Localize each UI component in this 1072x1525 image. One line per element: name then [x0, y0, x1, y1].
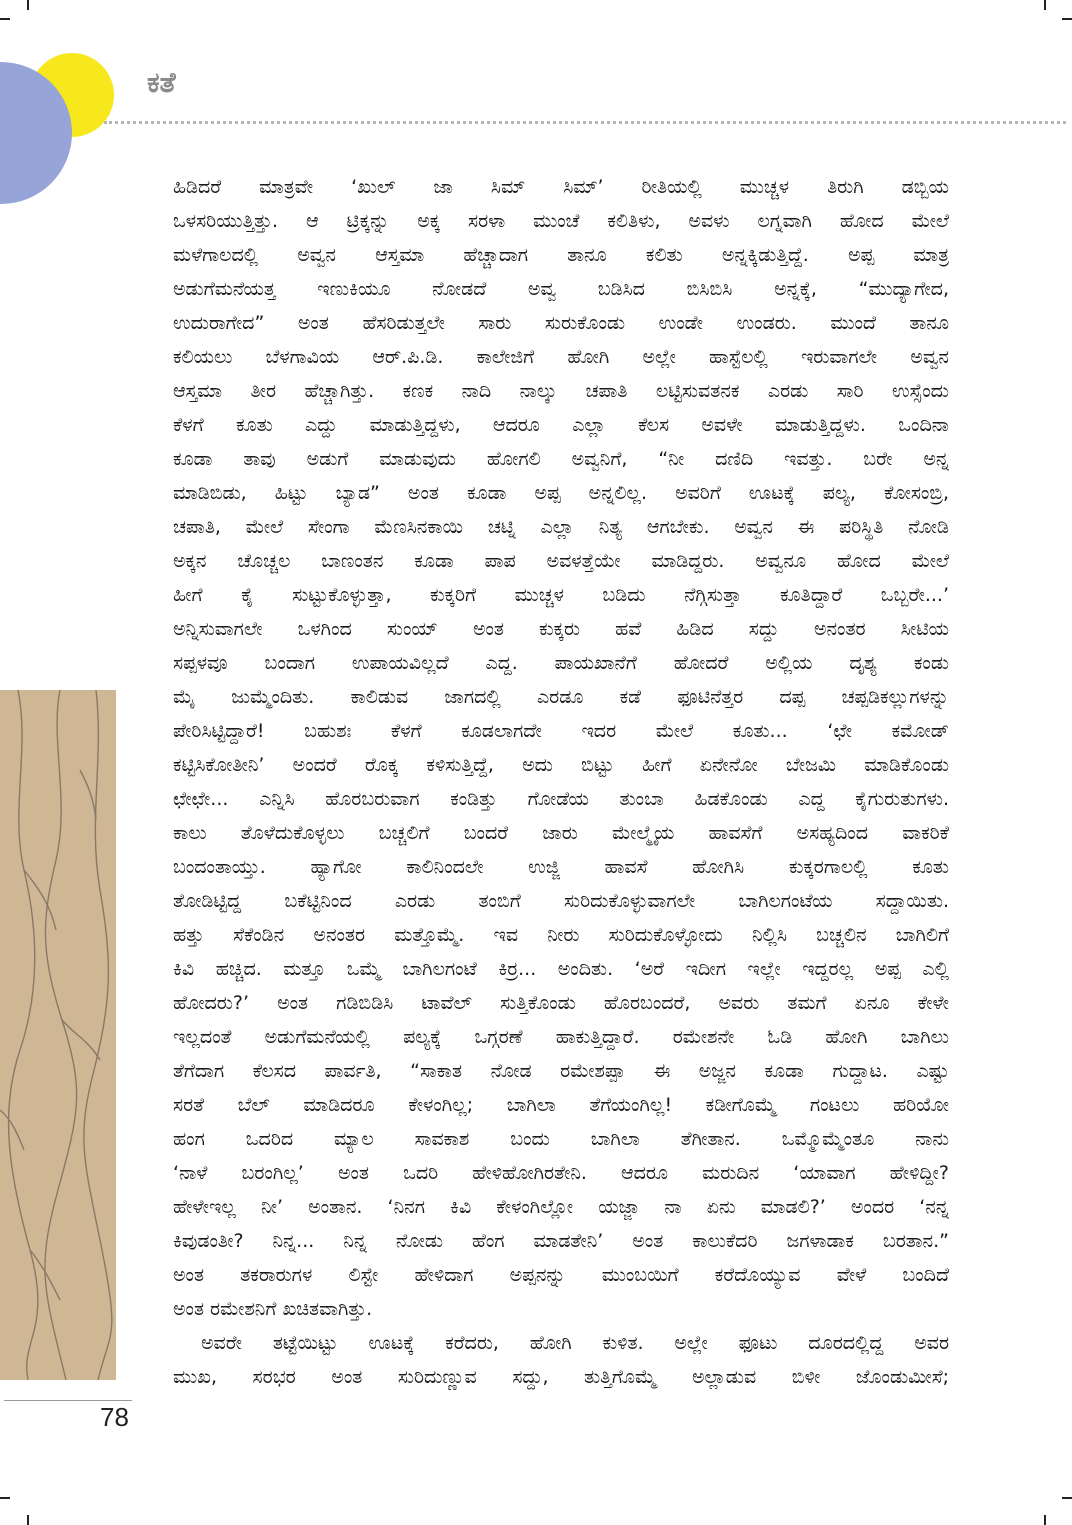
text-line: ತೆಗೆದಾಗ ಕೆಲಸದ ಪಾರ್ವತಿ, “ಸಾಕಾತ ನೋಡ ರಮೇಶಪ್ಪಾ ಈ ಅಜ್ಜನ ಕೂಡಾ ಗುದ್ದಾಟ. ಎಷ್ಟು	[173, 1060, 949, 1082]
text-line: ಸಪ್ಪಳವೂ ಬಂದಾಗ ಉಪಾಯವಿಲ್ಲದೆ ಎದ್ದ. ಪಾಯಖಾನೆಗೆ ಹೋದರೆ ಅಲ್ಲಿಯ ದೃಶ್ಯ ಕಂಡು	[173, 652, 949, 674]
text-line: ಹಿಡಿದರೆ ಮಾತ್ರವೇ ‘ಖುಲ್ ಜಾ ಸಿಮ್ ಸಿಮ್’ ರೀತಿಯಲ್ಲಿ ಮುಚ್ಚಳ ತಿರುಗಿ ಡಬ್ಬಿಯ	[173, 176, 949, 198]
text-line: ಕೆಳಗೆ ಕೂತು ಎದ್ದು ಮಾಡುತ್ತಿದ್ದಳು, ಆದರೂ ಎಲ್ಲಾ ಕೆಲಸ ಅವಳೇ ಮಾಡುತ್ತಿದ್ದಳು. ಒಂದಿನಾ	[173, 414, 949, 436]
text-line: ಹೀಗೆ ಕೈ ಸುಟ್ಟುಕೊಳ್ಳುತ್ತಾ, ಕುಕ್ಕರಿಗೆ ಮುಚ್ಚಳ ಬಡಿದು ನೆಗ್ಗಿಸುತ್ತಾ ಕೂತಿದ್ದಾರೆ ಒಬ್ಬರೇ...’	[173, 584, 949, 606]
text-line: ಕಟ್ಟಿಸಿಕೋತೀನಿ’ ಅಂದರೆ ರೊಕ್ಕ ಕಳಿಸುತ್ತಿದ್ದೆ, ಅದು ಬಿಟ್ಟು ಹೀಗೆ ಏನೇನೋ ಬೇಜಮಿ ಮಾಡಿಕೊಂಡು	[173, 754, 949, 776]
page-number-rule	[4, 1400, 132, 1401]
paper-texture-decoration	[0, 690, 116, 1380]
text-line: ಚಪಾತಿ, ಮೇಲೆ ಸೇಂಗಾ ಮೆಣಸಿನಕಾಯಿ ಚಟ್ನಿ ಎಲ್ಲಾ ನಿತ್ಯ ಆಗಬೇಕು. ಅವ್ವನ ಈ ಪರಿಸ್ಥಿತಿ ನೋಡಿ	[173, 516, 949, 538]
text-line: ಅನ್ನಿಸುವಾಗಲೇ ಒಳಗಿಂದ ಸುಂಯ್ ಅಂತ ಕುಕ್ಕರು ಹವೆ ಹಿಡಿದ ಸದ್ದು ಅನಂತರ ಸೀಟಿಯ	[173, 618, 949, 640]
text-line: ಅಂತ ತಕರಾರುಗಳ ಲಿಸ್ಟೇ ಹೇಳಿದಾಗ ಅಪ್ಪನನ್ನು ಮುಂಬಯಿಗೆ ಕರೆದೊಯ್ಯುವ ವೇಳೆ ಬಂದಿದೆ	[173, 1264, 949, 1286]
text-line: ಉದುರಾಗೇದ” ಅಂತ ಹೆಸರಿಡುತ್ತಲೇ ಸಾರು ಸುರುಕೊಂಡು ಉಂಡೇ ಉಂಡರು. ಮುಂದೆ ತಾನೂ	[173, 312, 949, 334]
text-line: ಹೇಳೇಇಲ್ಲ ನೀ’ ಅಂತಾನ. ‘ನಿನಗ ಕಿವಿ ಕೇಳಂಗಿಲ್ಲೋ ಯಜ್ಜಾ ನಾ ಏನು ಮಾಡಲಿ?’ ಅಂದರ ‘ನನ್ನ	[173, 1196, 949, 1218]
text-line: ಛೇಛೇ... ಎನ್ನಿಸಿ ಹೊರಬರುವಾಗ ಕಂಡಿತ್ತು ಗೋಡೆಯ ತುಂಬಾ ಹಿಡಕೊಂಡು ಎದ್ದ ಕೈಗುರುತುಗಳು.	[173, 788, 949, 810]
text-line: ಹೋದರು?’ ಅಂತ ಗಡಿಬಿಡಿಸಿ ಟಾವೆಲ್ ಸುತ್ತಿಕೊಂಡು ಹೊರಬಂದರೆ, ಅವರು ತಮಗೆ ಏನೂ ಕೇಳೇ	[173, 992, 949, 1014]
paragraph	[173, 1326, 949, 1394]
text-line: ಕಿವುಡಂತೀ? ನಿನ್ನ... ನಿನ್ನ ನೋಡು ಹೆಂಗ ಮಾಡತೇನಿ’ ಅಂತ ಕಾಲುಕೆದರಿ ಜಗಳಾಡಾಕ ಬರತಾನ.”	[173, 1230, 949, 1252]
text-line: ಕಾಲು ತೊಳೆದುಕೊಳ್ಳಲು ಬಚ್ಚಲಿಗೆ ಬಂದರೆ ಜಾರು ಮೇಲ್ಮೈಯ ಹಾವಸೆಗೆ ಅಸಹ್ಯದಿಂದ ವಾಕರಿಕೆ	[173, 822, 949, 844]
text-line: ಪೇರಿಸಿಟ್ಟಿದ್ದಾರೆ! ಬಹುಶಃ ಕೆಳಗೆ ಕೂಡಲಾಗದೇ ಇದರ ಮೇಲೆ ಕೂತು... ‘ಛೇ ಕಮೋಡ್	[173, 720, 949, 742]
crop-mark	[0, 18, 10, 20]
dotted-rule	[104, 121, 1066, 124]
crop-mark	[27, 0, 29, 10]
crop-mark	[1062, 1497, 1072, 1499]
crop-mark	[1044, 0, 1046, 10]
text-line: ಹತ್ತು ಸೆಕೆಂಡಿನ ಅನಂತರ ಮತ್ತೊಮ್ಮೆ. ಇವ ನೀರು ಸುರಿದುಕೊಳ್ಳೋದು ನಿಲ್ಲಿಸಿ ಬಚ್ಚಲಿನ ಬಾಗಿಲಿಗೆ	[173, 924, 949, 946]
text-line: ಕೂಡಾ ತಾವು ಅಡುಗೆ ಮಾಡುವುದು ಹೋಗಲಿ ಅವ್ವನಿಗೆ, “ನೀ ದಣಿದಿ ಇವತ್ತು. ಬರೇ ಅನ್ನ	[173, 448, 949, 470]
text-line: ಮೈ ಜುಮ್ಮೆಂದಿತು. ಕಾಲಿಡುವ ಜಾಗದಲ್ಲಿ ಎರಡೂ ಕಡೆ ಫೂಟಿನೆತ್ತರ ದಪ್ಪ ಚಪ್ಪಡಿಕಲ್ಲುಗಳನ್ನು	[173, 686, 949, 708]
crop-mark	[1044, 1515, 1046, 1525]
text-line: ಸರತೆ ಬೆಲ್ ಮಾಡಿದರೂ ಕೇಳಂಗಿಲ್ಲ; ಬಾಗಿಲಾ ತೆಗೆಯಂಗಿಲ್ಲ! ಕಡೀಗೊಮ್ಮೆ ಗಂಟಲು ಹರಿಯೋ	[173, 1094, 949, 1116]
text-line: ಅಕ್ಕನ ಚೊಚ್ಚಲ ಬಾಣಂತನ ಕೂಡಾ ಪಾಪ ಅವಳತ್ತೆಯೇ ಮಾಡಿದ್ದರು. ಅವ್ವನೂ ಹೋದ ಮೇಲೆ	[173, 550, 949, 572]
text-line: ಇಲ್ಲದಂತೆ ಅಡುಗೆಮನೆಯಲ್ಲಿ ಪಲ್ಯಕ್ಕೆ ಒಗ್ಗರಣೆ ಹಾಕುತ್ತಿದ್ದಾರೆ. ರಮೇಶನೇ ಓಡಿ ಹೋಗಿ ಬಾಗಿಲು	[173, 1026, 949, 1048]
text-line: ಆಸ್ತಮಾ ತೀರ ಹೆಚ್ಚಾಗಿತ್ತು. ಕಣಕ ನಾದಿ ನಾಲ್ಕು ಚಪಾತಿ ಲಟ್ಟಿಸುವತನಕ ಎರಡು ಸಾರಿ ಉಸ್ಸೆಂದು	[173, 380, 949, 402]
text-line: ಅಡುಗೆಮನೆಯತ್ತ ಇಣುಕಿಯೂ ನೋಡದೆ ಅವ್ವ ಬಡಿಸಿದ ಬಿಸಿಬಿಸಿ ಅನ್ನಕ್ಕೆ, “ಮುದ್ಯಾಗೇದ,	[173, 278, 949, 300]
text-line: ಒಳಸರಿಯುತ್ತಿತ್ತು. ಆ ಟ್ರಿಕ್ಕನ್ನು ಅಕ್ಕ ಸರಳಾ ಮುಂಚೆ ಕಲಿತಿಳು, ಅವಳು ಲಗ್ನವಾಗಿ ಹೋದ ಮೇಲೆ	[173, 210, 949, 232]
text-line: ಮುಖ, ಸರಭರ ಅಂತ ಸುರಿದುಣ್ಣುವ ಸದ್ದು, ತುತ್ತಿಗೊಮ್ಮೆ ಅಲ್ಲಾಡುವ ಬಿಳೀ ಜೊಂಡುಮೀಸೆ;	[173, 1366, 949, 1388]
text-line: ಮಾಡಿಬಿಡು, ಹಿಟ್ಟು ಬ್ಯಾಡ” ಅಂತ ಕೂಡಾ ಅಪ್ಪ ಅನ್ನಲಿಲ್ಲ. ಅವರಿಗೆ ಊಟಕ್ಕೆ ಪಲ್ಯ, ಕೋಸಂಬ್ರಿ,	[173, 482, 949, 504]
text-line: ಕಿವಿ ಹಚ್ಚಿದ. ಮತ್ತೂ ಒಮ್ಮೆ ಬಾಗಿಲಗಂಟೆ ಕಿರ್ರ... ಅಂದಿತು. ‘ಅರೆ ಇದೀಗ ಇಲ್ಲೇ ಇದ್ದರಲ್ಲ ಅಪ್ಪ ಎಲ್ಲಿ	[173, 958, 949, 980]
crop-mark	[27, 1515, 29, 1525]
text-line: ಹಂಗ ಒದರಿದ ಮ್ಯಾಲ ಸಾವಕಾಶ ಬಂದು ಬಾಗಿಲಾ ತೆಗೀತಾನ. ಒಮ್ಮೊಮ್ಮೆಂತೂ ನಾನು	[173, 1128, 949, 1150]
section-label: ಕತೆ	[147, 66, 176, 99]
text-line: ಅವರೇ ತಟ್ಟೆಯಿಟ್ಟು ಊಟಕ್ಕೆ ಕರೆದರು, ಹೋಗಿ ಕುಳಿತ. ಅಲ್ಲೇ ಫೂಟು ದೂರದಲ್ಲಿದ್ದ ಅವರ	[201, 1332, 949, 1354]
crop-mark	[1062, 18, 1072, 20]
paragraph	[173, 170, 949, 1326]
text-line: ಕಲಿಯಲು ಬೆಳಗಾವಿಯ ಆರ್.ಪಿ.ಡಿ. ಕಾಲೇಜಿಗೆ ಹೋಗಿ ಅಲ್ಲೇ ಹಾಸ್ಟೆಲಲ್ಲಿ ಇರುವಾಗಲೇ ಅವ್ವನ	[173, 346, 949, 368]
text-line: ಬಂದಂತಾಯ್ತು. ಹ್ಯಾಗೋ ಕಾಲಿನಿಂದಲೇ ಉಜ್ಜಿ ಹಾವಸೆ ಹೋಗಿಸಿ ಕುಕ್ಕರಗಾಲಲ್ಲಿ ಕೂತು	[173, 856, 949, 878]
text-line: ತೋಡಿಟ್ಟಿದ್ದ ಬಕೆಟ್ಟಿನಿಂದ ಎರಡು ತಂಬಿಗೆ ಸುರಿದುಕೊಳ್ಳುವಾಗಲೇ ಬಾಗಿಲಗಂಟೆಯ ಸದ್ದಾಯಿತು.	[173, 890, 949, 912]
crop-mark	[0, 1497, 10, 1499]
text-line: ಅಂತ ರಮೇಶನಿಗೆ ಖಚಿತವಾಗಿತ್ತು.	[173, 1298, 373, 1320]
text-line: ಮಳೆಗಾಲದಲ್ಲಿ ಅವ್ವನ ಆಸ್ತಮಾ ಹೆಚ್ಚಾದಾಗ ತಾನೂ ಕಲಿತು ಅನ್ನಕ್ಕಿಡುತ್ತಿದ್ದೆ. ಅಪ್ಪ ಮಾತ್ರ	[173, 244, 949, 266]
text-line: ‘ನಾಳೆ ಬರಂಗಿಲ್ಲ’ ಅಂತ ಒದರಿ ಹೇಳಿಹೋಗಿರತೇನಿ. ಆದರೂ ಮರುದಿನ ‘ಯಾವಾಗ ಹೇಳಿದ್ದೀ?	[173, 1162, 949, 1184]
page-number: 78	[100, 1402, 129, 1432]
story-text	[173, 170, 949, 1394]
